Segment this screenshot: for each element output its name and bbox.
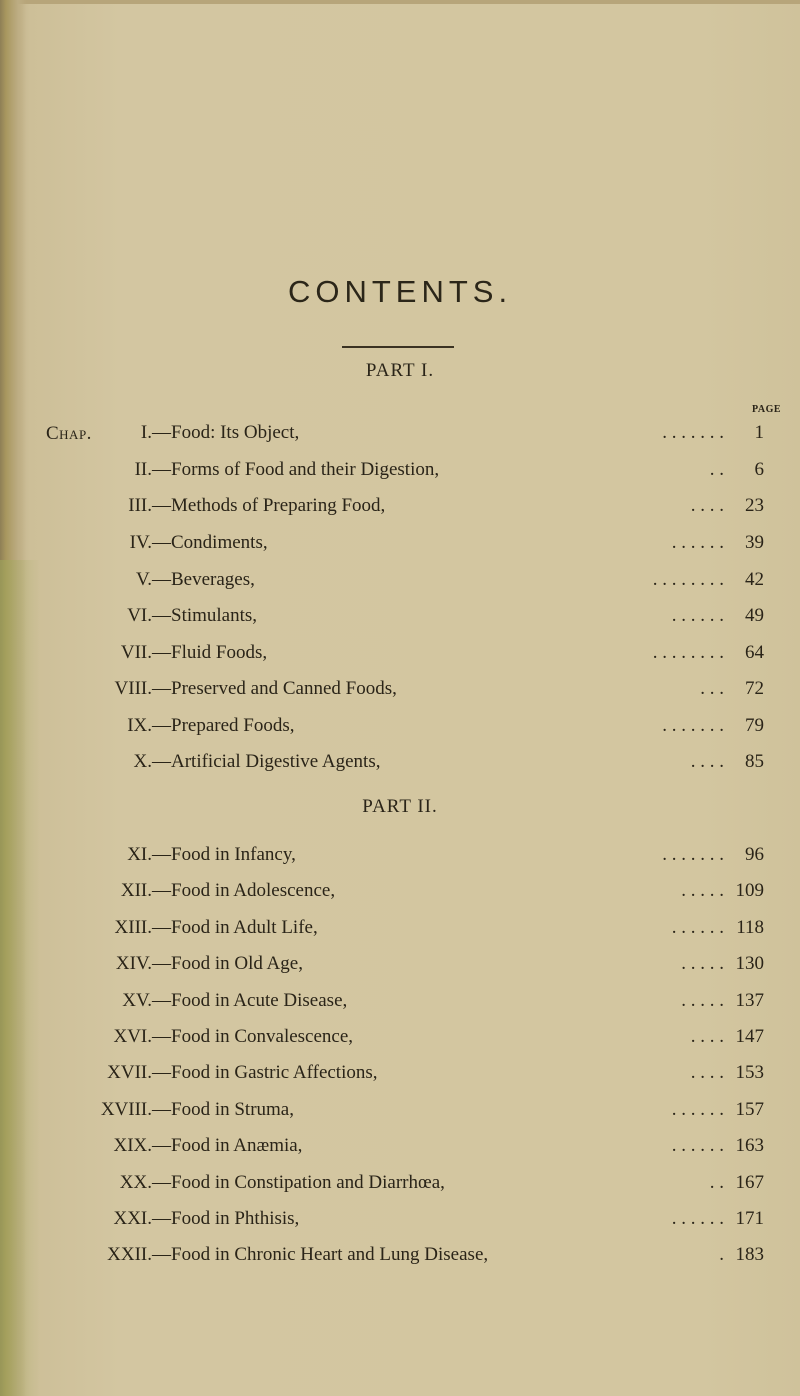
chapter-number: XVII. xyxy=(107,1062,152,1083)
chapter-title: —Methods of Preparing Food, xyxy=(152,495,386,516)
toc-entry xyxy=(0,674,800,704)
dot-leader: . . . . . . . xyxy=(662,715,724,736)
toc-entry xyxy=(0,638,800,668)
page-number: 183 xyxy=(735,1244,764,1265)
chapter-number: XXI. xyxy=(113,1208,152,1229)
title-rule xyxy=(342,346,454,348)
page-number: 147 xyxy=(735,1026,764,1047)
chapter-number: III. xyxy=(128,495,152,516)
chapter-number: XI. xyxy=(127,844,152,865)
chapter-number: I. xyxy=(140,422,152,443)
toc-entry xyxy=(0,1204,800,1234)
page-top-edge xyxy=(0,0,800,4)
toc-entry xyxy=(0,491,800,521)
toc-entry xyxy=(0,1131,800,1161)
dot-leader: . . . . . . xyxy=(671,1135,724,1156)
chapter-number: XIX. xyxy=(113,1135,152,1156)
toc-entry xyxy=(0,601,800,631)
page-number: 118 xyxy=(736,917,764,938)
toc-entry xyxy=(0,1240,800,1270)
dot-leader: . . . . xyxy=(690,751,724,772)
page-number: 72 xyxy=(745,678,764,699)
page-number: 79 xyxy=(745,715,764,736)
toc-entry xyxy=(0,455,800,485)
dot-leader: . . . . . . . xyxy=(662,422,724,443)
chapter-number: XIV. xyxy=(115,953,152,974)
dot-leader: . . . . xyxy=(690,495,724,516)
page-number: 96 xyxy=(745,844,764,865)
chapter-title: —Forms of Food and their Digestion, xyxy=(152,459,440,480)
page-number: 64 xyxy=(745,642,764,663)
dot-leader: . . . . . . xyxy=(671,917,724,938)
page-number: 157 xyxy=(735,1099,764,1120)
dot-leader: . . . . . . xyxy=(671,605,724,626)
dot-leader: . xyxy=(719,1244,724,1265)
toc-entry xyxy=(0,565,800,595)
chapter-number: V. xyxy=(135,569,152,590)
chapter-title: —Condiments, xyxy=(152,532,268,553)
chapter-number: VI. xyxy=(127,605,152,626)
chapter-title: —Prepared Foods, xyxy=(152,715,295,736)
chapter-number: IV. xyxy=(129,532,152,553)
chapter-number: XVIII. xyxy=(100,1099,152,1120)
dot-leader: . . . . xyxy=(690,1062,724,1083)
chapter-title: —Fluid Foods, xyxy=(152,642,268,663)
page-number: 137 xyxy=(735,990,764,1011)
chapter-number: XX. xyxy=(119,1172,152,1193)
chapter-title: —Food in Constipation and Diarrhœa, xyxy=(152,1172,445,1193)
page-number: 163 xyxy=(735,1135,764,1156)
chapter-number: X. xyxy=(133,751,152,772)
page-number: 23 xyxy=(745,495,764,516)
dot-leader: . . . . . xyxy=(681,990,724,1011)
dot-leader: . . xyxy=(709,1172,724,1193)
toc-entry xyxy=(0,1168,800,1198)
toc-entry xyxy=(0,949,800,979)
dot-leader: . . . . . . . . xyxy=(652,642,724,663)
dot-leader: . . . . . xyxy=(681,953,724,974)
page-number: 39 xyxy=(745,532,764,553)
page-number: 171 xyxy=(735,1208,764,1229)
dot-leader: . . . xyxy=(700,678,724,699)
page-column-label: PAGE xyxy=(752,404,782,415)
chapter-title: —Food in Convalescence, xyxy=(152,1026,354,1047)
chapter-number: XXII. xyxy=(107,1244,152,1265)
chapter-title: —Preserved and Canned Foods, xyxy=(152,678,397,699)
toc-entry xyxy=(0,840,800,870)
part-heading-2: PART II. xyxy=(362,796,438,817)
chapter-title: —Stimulants, xyxy=(152,605,258,626)
toc-entry xyxy=(0,986,800,1016)
chapter-number: VIII. xyxy=(114,678,152,699)
chapter-number: XIII. xyxy=(114,917,152,938)
toc-entry xyxy=(0,528,800,558)
toc-entry xyxy=(0,711,800,741)
dot-leader: . . . . xyxy=(690,1026,724,1047)
dot-leader: . . . . . . xyxy=(671,1208,724,1229)
chapter-title: —Food in Old Age, xyxy=(152,953,303,974)
toc-entry xyxy=(0,876,800,906)
dot-leader: . . . . . . xyxy=(671,532,724,553)
chapter-number: XVI. xyxy=(113,1026,152,1047)
page-number: 109 xyxy=(735,880,764,901)
toc-entry xyxy=(0,913,800,943)
chapter-title: —Beverages, xyxy=(152,569,255,590)
chapter-title: —Food in Struma, xyxy=(152,1099,294,1120)
page-number: 167 xyxy=(735,1172,764,1193)
dot-leader: . . xyxy=(709,459,724,480)
chapter-column-label: Chap. xyxy=(46,423,92,444)
chapter-number: XII. xyxy=(120,880,152,901)
chapter-title: —Food in Chronic Heart and Lung Disease, xyxy=(152,1244,489,1265)
chapter-title: —Artificial Digestive Agents, xyxy=(152,751,381,772)
chapter-number: XV. xyxy=(122,990,152,1011)
chapter-number: IX. xyxy=(127,715,152,736)
chapter-title: —Food in Adult Life, xyxy=(152,917,318,938)
toc-entry xyxy=(0,1095,800,1125)
page-number: 1 xyxy=(754,422,764,443)
toc-entry xyxy=(0,418,800,448)
chapter-number: II. xyxy=(134,459,152,480)
page-number: 130 xyxy=(735,953,764,974)
toc-entry xyxy=(0,1058,800,1088)
page-number: 49 xyxy=(745,605,764,626)
chapter-title: —Food in Adolescence, xyxy=(152,880,336,901)
chapter-title: —Food in Gastric Affections, xyxy=(152,1062,378,1083)
page-number: 6 xyxy=(754,459,764,480)
page-number: 85 xyxy=(745,751,764,772)
toc-entry xyxy=(0,1022,800,1052)
contents-title: CONTENTS. xyxy=(287,274,513,309)
dot-leader: . . . . . . . xyxy=(662,844,724,865)
dot-leader: . . . . . . . . xyxy=(652,569,724,590)
dot-leader: . . . . . . xyxy=(671,1099,724,1120)
chapter-title: —Food: Its Object, xyxy=(152,422,300,443)
part-heading-1: PART I. xyxy=(365,360,435,381)
chapter-number: VII. xyxy=(120,642,152,663)
toc-entry xyxy=(0,747,800,777)
chapter-title: —Food in Phthisis, xyxy=(152,1208,300,1229)
page-number: 42 xyxy=(745,569,764,590)
chapter-title: —Food in Anæmia, xyxy=(152,1135,303,1156)
chapter-title: —Food in Infancy, xyxy=(152,844,296,865)
dot-leader: . . . . . xyxy=(681,880,724,901)
chapter-title: —Food in Acute Disease, xyxy=(152,990,348,1011)
page-number: 153 xyxy=(735,1062,764,1083)
